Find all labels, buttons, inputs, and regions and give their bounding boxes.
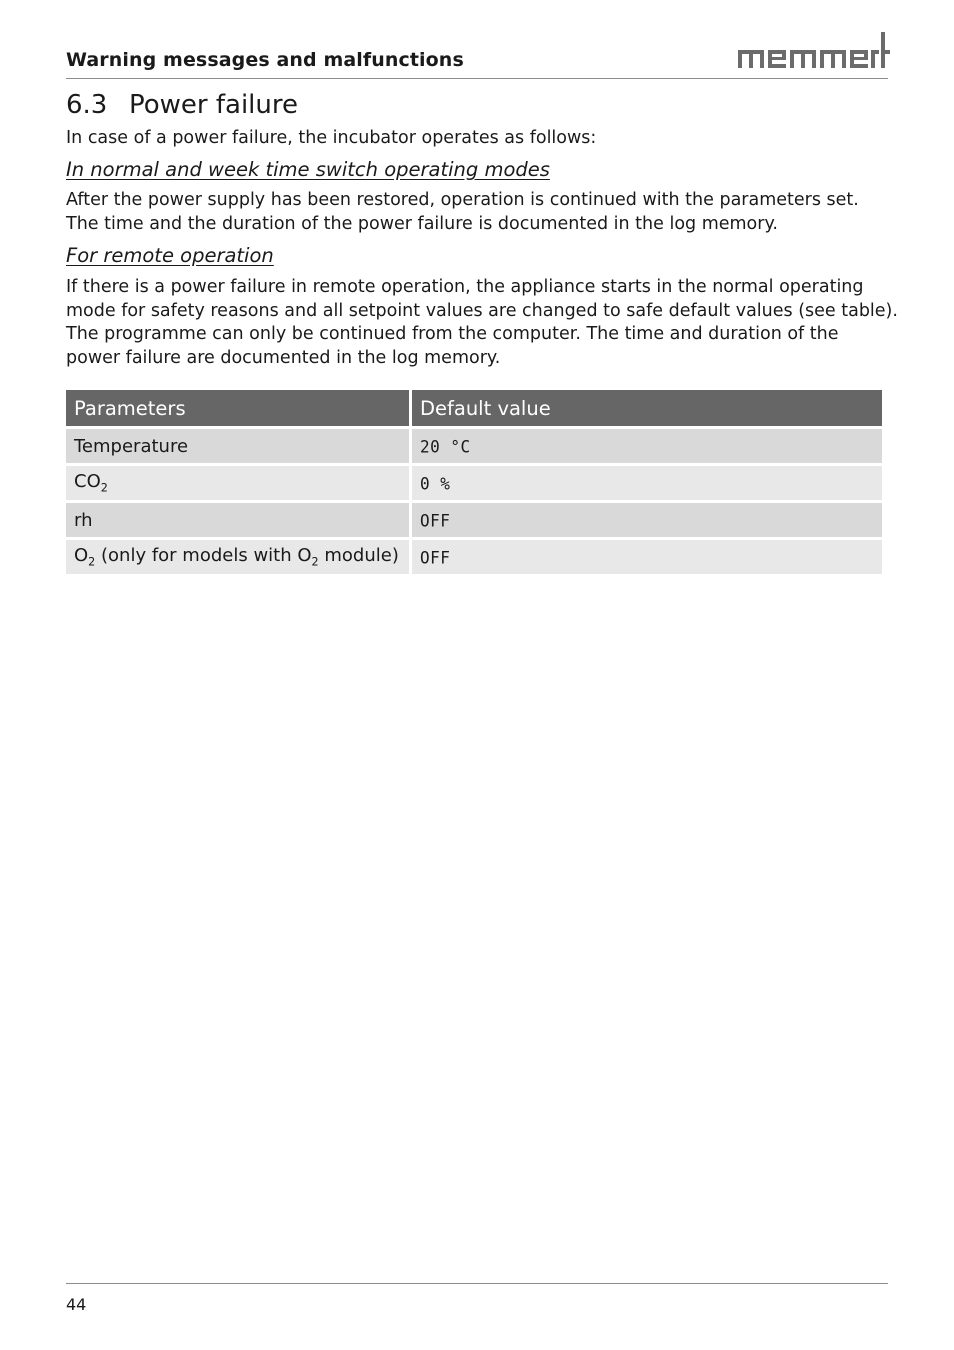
- header-divider: [66, 78, 888, 79]
- table-row: [66, 540, 882, 574]
- lcd-value: 20 °C: [420, 436, 471, 456]
- value-cell: [412, 466, 882, 500]
- parameter-cell: rh: [66, 503, 409, 537]
- default-values-table: [63, 387, 885, 577]
- column-header-parameters: Parameters: [66, 390, 409, 426]
- value-cell: [412, 540, 882, 574]
- value-cell: [412, 503, 882, 537]
- intro-paragraph: In case of a power failure, the incubator operates as follows:: [66, 128, 597, 148]
- memmert-logo: [738, 32, 890, 72]
- section-number: 6.3: [66, 90, 108, 120]
- remote-line-2: mode for safety reasons and all setpoint values are changed to safe default values (see table).: [66, 300, 898, 321]
- normal-modes-paragraph: After the power supply has been restored, operation is continued with the parameters set. The time and the duration of the power failure is documented in the log memory.: [66, 190, 859, 234]
- remote-line-1: If there is a power failure in remote operation, the appliance starts in the normal operating: [66, 277, 864, 297]
- table-row: [66, 429, 882, 463]
- parameter-text: O: [74, 545, 89, 567]
- normal-modes-subheading: In normal and week time switch operating modes: [66, 158, 550, 181]
- table-row: [66, 503, 882, 537]
- parameter-cell: [66, 466, 409, 500]
- parameter-text: module): [318, 545, 399, 567]
- remote-operation-subheading: For remote operation: [66, 244, 274, 267]
- parameter-cell: Temperature: [66, 429, 409, 463]
- value-cell: [412, 429, 882, 463]
- subscript: 2: [311, 555, 319, 569]
- table-row: [66, 466, 882, 500]
- subscript: 2: [88, 555, 96, 569]
- remote-line-4: power failure are documented in the log memory.: [66, 347, 501, 368]
- parameter-text: CO: [74, 471, 101, 493]
- column-header-default-value: Default value: [412, 390, 882, 426]
- subscript: 2: [100, 481, 108, 495]
- lcd-value: OFF: [420, 510, 451, 530]
- lcd-value: 0 %: [420, 473, 451, 493]
- remote-line-3: The programme can only be continued from the computer. The time and duration of the: [66, 324, 839, 344]
- remote-operation-paragraph: [66, 276, 898, 370]
- section-heading: [66, 90, 298, 120]
- parameter-text: (only for models with O: [95, 545, 312, 567]
- lcd-value: OFF: [420, 547, 451, 567]
- parameter-cell: [66, 540, 409, 574]
- running-header-title: Warning messages and malfunctions: [66, 49, 464, 71]
- section-title: Power failure: [129, 90, 298, 120]
- page-number: 44: [66, 1295, 87, 1314]
- footer-divider: [66, 1283, 888, 1284]
- table-header-row: [66, 390, 882, 426]
